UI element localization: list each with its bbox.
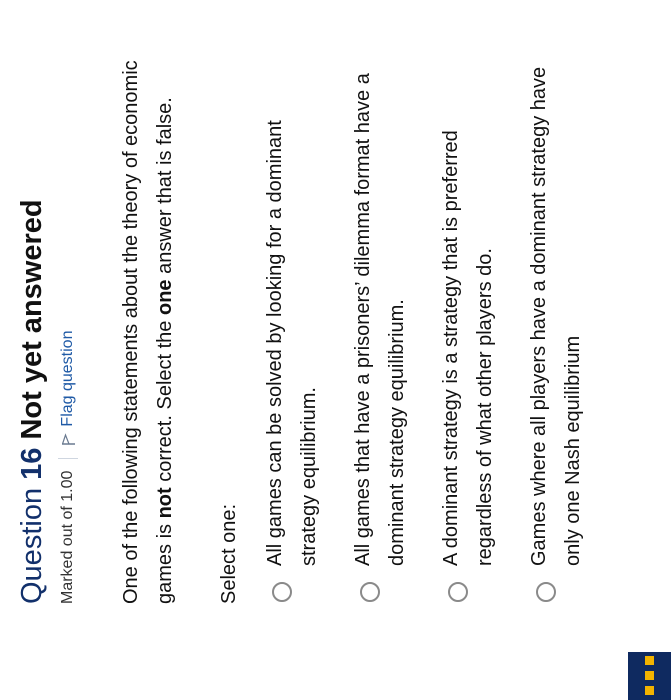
answer-line: A dominant strategy is a strategy that is preferred xyxy=(440,130,462,566)
meta-divider xyxy=(58,458,78,459)
question-text-segment: correct. Select the xyxy=(154,315,176,488)
answer-option-2[interactable] xyxy=(342,14,430,604)
question-text-line-1: One of the following statements about the theory of economic xyxy=(120,60,142,604)
answer-text[interactable] xyxy=(342,73,414,566)
quiz-navigation-button[interactable] xyxy=(628,652,671,700)
question-meta xyxy=(58,24,78,604)
question-number: 16 xyxy=(16,447,48,480)
answer-option-4[interactable] xyxy=(518,14,606,604)
flag-question-label: Flag question xyxy=(59,330,76,427)
answer-text[interactable] xyxy=(254,120,326,566)
answer-line: dominant strategy equilibrium. xyxy=(386,299,408,566)
question-text-emphasis: one xyxy=(154,279,176,316)
radio-button[interactable] xyxy=(360,582,380,602)
question-text-segment: games is xyxy=(154,518,176,604)
question-state: Not yet answered xyxy=(16,199,48,440)
answer-list xyxy=(254,14,606,604)
question-text-line-2 xyxy=(148,14,182,604)
answer-option-1[interactable] xyxy=(254,14,342,604)
marked-out-of: Marked out of 1.00 xyxy=(59,470,76,604)
question-label: Question xyxy=(16,487,48,604)
answer-line: regardless of what other players do. xyxy=(474,248,496,566)
answer-line: Games where all players have a dominant strategy have xyxy=(528,66,550,566)
select-one-label: Select one: xyxy=(218,503,240,604)
answer-text[interactable] xyxy=(430,130,502,566)
radio-button[interactable] xyxy=(448,582,468,602)
answer-line: strategy equilibrium. xyxy=(298,387,320,566)
answer-line: All games that have a prisoners’ dilemma format have a xyxy=(352,73,374,566)
question-text-segment: answer that is false. xyxy=(154,97,176,280)
question-info xyxy=(14,24,78,604)
radio-button[interactable] xyxy=(272,582,292,602)
answer-line: All games can be solved by looking for a dominant xyxy=(264,120,286,566)
question-text xyxy=(114,14,182,604)
radio-button[interactable] xyxy=(536,582,556,602)
nav-squares-icon xyxy=(645,657,654,696)
answer-line: only one Nash equilibrium xyxy=(562,335,584,566)
answer-text[interactable] xyxy=(518,67,590,566)
answer-option-3[interactable] xyxy=(430,14,518,604)
question-title xyxy=(14,24,50,604)
flag-question-link[interactable] xyxy=(59,331,77,446)
question-text-emphasis: not xyxy=(154,487,176,519)
flag-icon xyxy=(61,433,76,446)
